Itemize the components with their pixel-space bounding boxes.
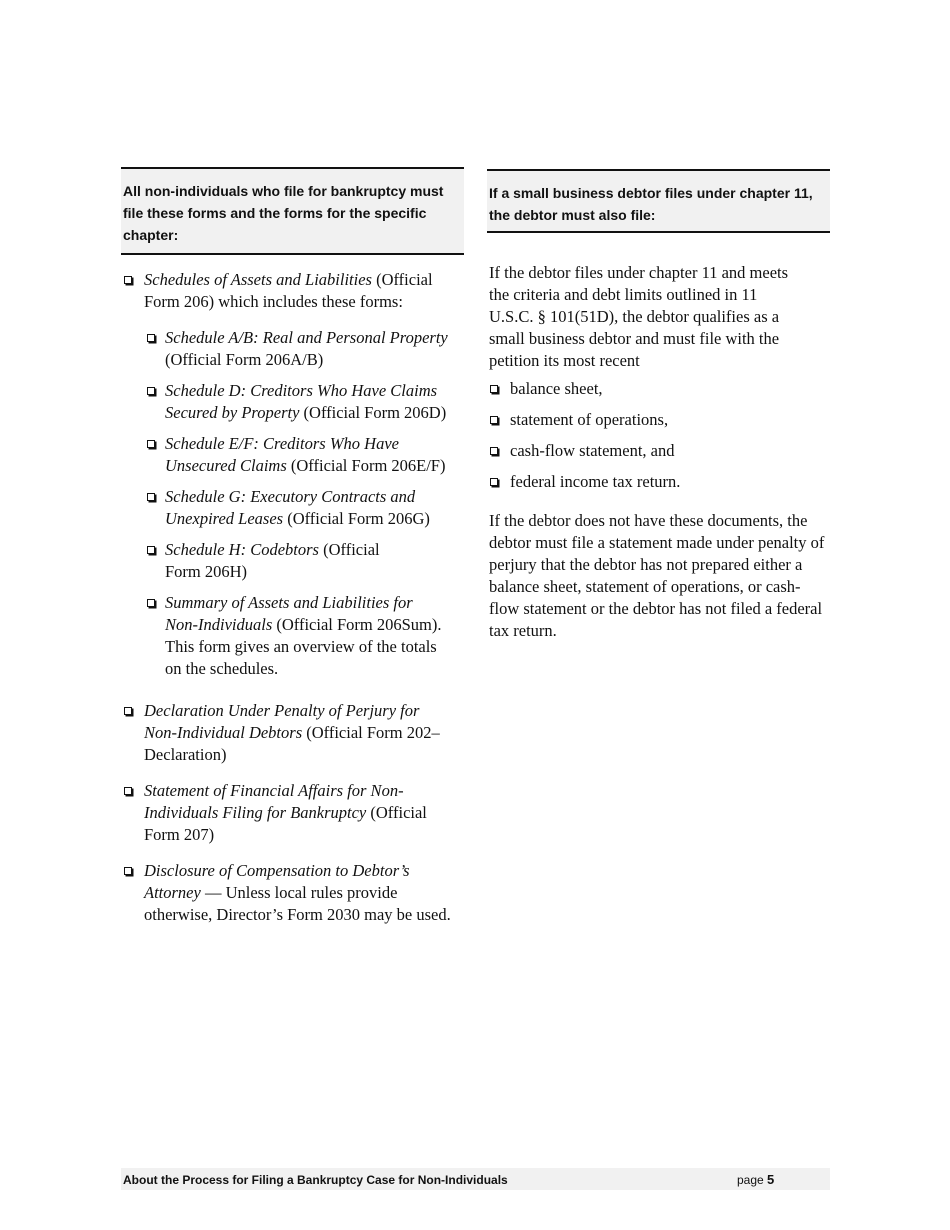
form-title: Statement of Financial Affairs for Non-Individuals Filing for Bankruptcy [144,781,404,822]
form-detail: (Official Form 206A/B) [165,350,324,369]
checkbox-icon [490,447,498,455]
checkbox-icon [490,416,498,424]
checkbox-icon [124,276,132,284]
form-detail: (Official Form 206) which includes these forms: [144,270,433,311]
checklist-subitem [144,539,464,583]
checkbox-icon [490,385,498,393]
form-detail: (Official Form 206G) [283,509,430,528]
checklist-subitem [144,592,464,680]
checkbox-icon [147,440,155,448]
schedules-sublist [144,327,464,680]
checkbox-icon [124,707,132,715]
form-title: Schedule G: Executory Contracts and Unexpired Leases [165,487,416,528]
form-detail: (Official Form 206D) [299,403,447,422]
form-detail: (Official Form 207) [144,803,427,844]
document-name: statement of operations, [510,410,669,429]
footer-title: About the Process for Filing a Bankruptcy Case for Non-Individuals [123,1173,508,1187]
checkbox-icon [490,478,498,486]
right-section-header: If a small business debtor files under chapter 11, the debtor must also file: [487,169,830,233]
checkbox-icon [124,787,132,795]
document-name: balance sheet, [510,379,603,398]
form-title: Schedule E/F: Creditors Who Have Unsecured Claims [165,434,399,475]
checklist-item [121,700,464,766]
checklist-item [487,471,830,493]
form-entry-text [144,270,433,311]
checklist-item [121,269,464,680]
page-number: 5 [767,1172,775,1187]
form-detail: (Official Form 206Sum). This form gives an overview of the totals on the schedules. [165,615,442,678]
checklist-item [487,378,830,400]
form-detail: (Official Form 202–Declaration) [144,723,440,764]
form-title: Disclosure of Compensation to Debtor’s Attorney [144,861,410,902]
missing-documents-paragraph: If the debtor does not have these documents, the debtor must file a statement made under penalty of perjury that the debtor has not prepared either a balance sheet, statement of operations, or cash-flow statement or the debtor has not filed a federal tax return. [489,511,825,640]
form-title: Summary of Assets and Liabilities for Non-Individuals [165,593,413,634]
checkbox-icon [147,546,155,554]
form-detail: — Unless local rules provide otherwise, Director’s Form 2030 may be used. [144,883,451,924]
required-forms-list [121,269,464,926]
right-column [487,169,830,642]
checkbox-icon [147,493,155,501]
checklist-item [487,409,830,431]
document-name: federal income tax return. [510,472,681,491]
checkbox-icon [147,387,155,395]
document-name: cash-flow statement, and [510,441,675,460]
checklist-subitem [144,380,464,424]
form-detail: (Official Form 206H) [165,540,380,581]
checkbox-icon [147,334,155,342]
checklist-subitem [144,433,464,477]
page-indicator [737,1169,774,1191]
checklist-subitem [144,327,464,371]
small-business-documents-list [487,378,830,493]
form-detail: (Official Form 206E/F) [286,456,446,475]
form-title: Schedule A/B: Real and Personal Property [165,328,448,347]
left-section-header: All non-individuals who file for bankruptcy must file these forms and the forms for the specific chapter: [121,167,464,255]
small-business-intro: If the debtor files under chapter 11 and meets the criteria and debt limits outlined in 11 U.S.C. § 101(51D), the debtor qualifies as a small business debtor and must file with the petition its most recent [489,263,789,370]
form-title: Schedules of Assets and Liabilities [144,270,372,289]
form-title: Schedule H: Codebtors [165,540,319,559]
form-title: Schedule D: Creditors Who Have Claims Secured by Property [165,381,438,422]
checklist-subitem [144,486,464,530]
checkbox-icon [124,867,132,875]
checklist-item [487,440,830,462]
page-label: page [737,1173,764,1187]
checklist-item [121,860,464,926]
checklist-item [121,780,464,846]
page-footer [121,1168,830,1190]
left-column [121,167,464,940]
form-title: Declaration Under Penalty of Perjury for Non-Individual Debtors [144,701,420,742]
checkbox-icon [147,599,155,607]
